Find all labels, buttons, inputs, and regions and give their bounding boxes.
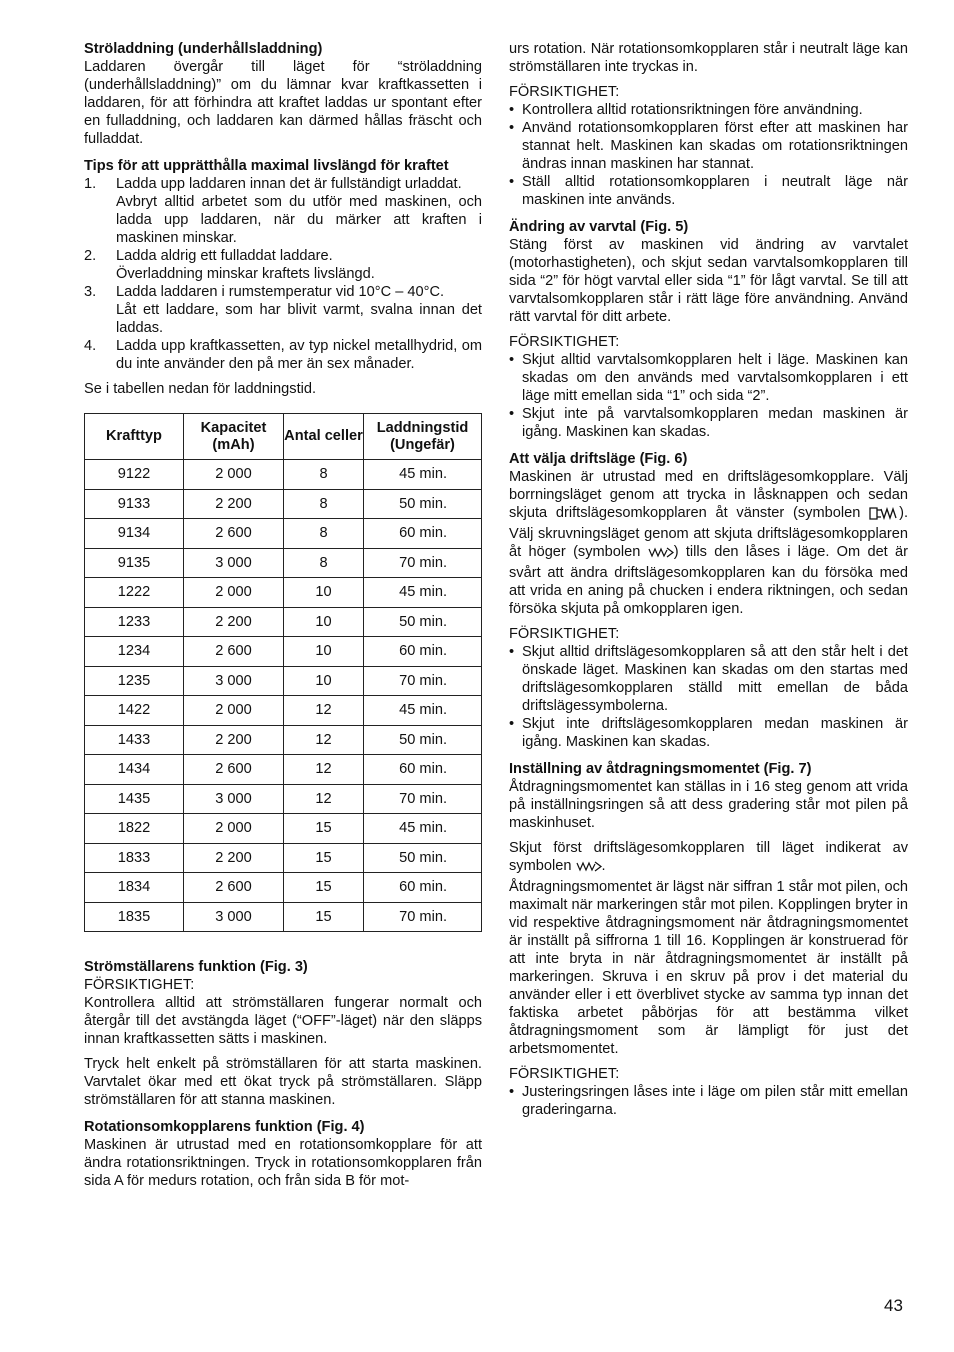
table-cell: 50 min. — [364, 843, 482, 873]
caution-list — [509, 101, 908, 209]
table-cell: 1434 — [85, 755, 184, 785]
table-cell: 2 600 — [184, 755, 284, 785]
caution-list — [509, 643, 908, 751]
table-row — [85, 843, 482, 873]
table-cell: 1835 — [85, 902, 184, 932]
table-cell: 45 min. — [364, 696, 482, 726]
table-cell: 3 000 — [184, 784, 284, 814]
table-cell: 10 — [284, 637, 364, 667]
table-row — [85, 814, 482, 844]
switch-section — [84, 958, 482, 1109]
list-item: • Skjut inte på varvtalsomkopplaren medan maskinen är igång. Maskinen kan skadas. — [509, 405, 908, 441]
table-cell: 70 min. — [364, 784, 482, 814]
table-row — [85, 696, 482, 726]
table-cell: 2 600 — [184, 873, 284, 903]
section-title: Att välja driftsläge (Fig. 6) — [509, 451, 688, 467]
table-cell: 8 — [284, 519, 364, 549]
table-cell: 3 000 — [184, 902, 284, 932]
table-cell: 15 — [284, 873, 364, 903]
table-cell: 45 min. — [364, 814, 482, 844]
page-number: 43 — [884, 1296, 903, 1315]
table-row — [85, 519, 482, 549]
table-cell: 2 600 — [184, 637, 284, 667]
paragraph: urs rotation. När rotationsomkopplaren står i neutralt läge kan strömställaren inte tryckas in. — [509, 41, 908, 75]
list-item: 3. Ladda laddaren i rumstemperatur vid 10°C – 40°C. Låt ett laddare, som har blivit varmt, svalna innan det laddas. — [84, 284, 482, 336]
list-item: • Ställ alltid rotationsomkopplaren i neutralt läge när maskinen inte används. — [509, 173, 908, 209]
list-item: • Skjut inte driftslägesomkopplaren medan maskinen är igång. Maskinen kan skadas. — [509, 715, 908, 751]
section-title: Inställning av åtdragningsmomentet (Fig. 7) — [509, 761, 812, 777]
table-cell: 2 600 — [184, 519, 284, 549]
list-item: 1. Ladda upp laddaren innan det är fullständigt urladdat. Avbryt alltid arbetet som du utför med maskinen, och ladda upp laddaren, när du märker att kraften i maskinen minskar. — [84, 176, 482, 246]
table-cell: 10 — [284, 578, 364, 608]
reversing-switch-continued — [509, 40, 908, 209]
paragraph: Laddaren övergår till läget för “ströladdning (underhållsladdning)” om du lämnar kvar kraftkassetten i laddaren, för att förhindra att kraftet laddas ur spontant efter en fulladdning, och laddaren kan därmed hållas fräscht och fulladdat. — [84, 59, 482, 147]
charging-time-table — [84, 413, 482, 932]
tips-list — [84, 175, 482, 373]
list-item: • Kontrollera alltid rotationsriktningen före användning. — [509, 101, 908, 119]
table-cell: 2 200 — [184, 843, 284, 873]
table-cell: 2 200 — [184, 489, 284, 519]
table-cell: 70 min. — [364, 666, 482, 696]
table-cell: 2 200 — [184, 725, 284, 755]
table-cell: 70 min. — [364, 902, 482, 932]
table-cell: 9122 — [85, 460, 184, 490]
caution-label: FÖRSIKTIGHET: — [509, 1066, 620, 1082]
column-header: Laddningstid (Ungefär) — [364, 414, 482, 460]
table-cell: 1422 — [85, 696, 184, 726]
table-cell: 15 — [284, 814, 364, 844]
section-title: Ändring av varvtal (Fig. 5) — [509, 219, 689, 235]
section-title: Strömställarens funktion (Fig. 3) — [84, 959, 308, 975]
paragraph: Tryck helt enkelt på strömställaren för att starta maskinen. Varvtalet ökar med ett ökat tryck på strömställaren. Släpp strömställaren för att stanna maskinen. — [84, 1056, 482, 1108]
table-cell: 10 — [284, 666, 364, 696]
table-row — [85, 578, 482, 608]
action-mode-section — [509, 450, 908, 751]
column-header: Krafttyp — [85, 414, 184, 460]
table-cell: 9135 — [85, 548, 184, 578]
table-cell: 1234 — [85, 637, 184, 667]
torque-section — [509, 760, 908, 1119]
table-intro: Se i tabellen nedan för laddningstid. — [84, 381, 317, 397]
table-header-row — [85, 414, 482, 460]
section-title: Rotationsomkopplarens funktion (Fig. 4) — [84, 1119, 365, 1135]
left-column — [84, 40, 482, 1199]
table-cell: 1222 — [85, 578, 184, 608]
table-cell: 12 — [284, 725, 364, 755]
table-cell: 10 — [284, 607, 364, 637]
caution-label: FÖRSIKTIGHET: — [509, 626, 620, 642]
table-cell: 1233 — [85, 607, 184, 637]
caution-list — [509, 1083, 908, 1119]
table-cell: 2 000 — [184, 814, 284, 844]
table-cell: 15 — [284, 843, 364, 873]
caution-label: FÖRSIKTIGHET: — [509, 334, 620, 350]
table-cell: 2 000 — [184, 460, 284, 490]
table-row — [85, 666, 482, 696]
table-row — [85, 873, 482, 903]
table-cell: 8 — [284, 548, 364, 578]
table-cell: 70 min. — [364, 548, 482, 578]
table-row — [85, 460, 482, 490]
table-row — [85, 725, 482, 755]
table-cell: 1834 — [85, 873, 184, 903]
table-cell: 8 — [284, 489, 364, 519]
paragraph: Åtdragningsmomentet kan ställas in i 16 steg genom att vrida på inställningsringen så att dess gradering står mot pilen på maskinhuset. — [509, 779, 908, 831]
table-cell: 3 000 — [184, 666, 284, 696]
table-cell: 1822 — [85, 814, 184, 844]
caution-label: FÖRSIKTIGHET: — [84, 977, 195, 993]
column-header: Antal celler — [284, 414, 364, 460]
list-item: 2. Ladda aldrig ett fulladdat laddare. Överladdning minskar kraftets livslängd. — [84, 248, 375, 282]
table-cell: 60 min. — [364, 755, 482, 785]
table-cell: 2 000 — [184, 578, 284, 608]
table-cell: 9133 — [85, 489, 184, 519]
column-header: Kapacitet (mAh) — [184, 414, 284, 460]
section-title: Tips för att upprätthålla maximal livslängd för kraftet — [84, 158, 449, 174]
paragraph: Maskinen är utrustad med en driftslägesomkopplare. Välj borrningsläget genom att trycka in låsknappen och sedan skjuta driftslägesomkopplaren åt vänster (symbolen ). Välj skruvningsläget genom att skjuta driftslägesomkopplaren åt höger (symbolen ) tills den låses i läge. Om det är svårt att ändra driftslägesomkopplaren kan du försöka med att vrida en aning på chucken i endera riktningen, och sedan försöka skjuta på omkopplaren igen. — [509, 469, 909, 617]
table-row — [85, 489, 482, 519]
table-cell: 2 200 — [184, 607, 284, 637]
paragraph: Skjut först driftslägesomkopplaren till läget indikerat av symbolen . — [509, 839, 908, 878]
table-cell: 50 min. — [364, 489, 482, 519]
right-column — [509, 40, 908, 1128]
list-item: • Justeringsringen låses inte i läge om pilen står mitt emellan graderingarna. — [509, 1083, 908, 1119]
table-cell: 1433 — [85, 725, 184, 755]
table-row — [85, 637, 482, 667]
table-cell: 60 min. — [364, 519, 482, 549]
list-item: • Skjut alltid driftslägesomkopplaren så att den står helt i det önskade läget. Maskinen kan skadas om den startas med driftslägesomkopplaren ställd mitt emellan de båda driftslägessymbolerna. — [509, 643, 908, 715]
table-cell: 50 min. — [364, 725, 482, 755]
paragraph: Stäng först av maskinen vid ändring av varvtalet (motorhastigheten), och skjut sedan varvtalsomkopplaren till sida “2” för högt varvtal eller sida “1” för lågt varvtal. Se till att varvtalsomkopplaren står i rätt läge före användning. Använd rätt varvtal för ditt arbete. — [509, 237, 908, 325]
list-item: 4. Ladda upp kraftkassetten, av typ nickel metallhydrid, om du inte använder den på mer än sex månader. — [84, 338, 482, 372]
drill-mode-icon — [869, 507, 899, 525]
caution-list — [509, 351, 908, 441]
table-row — [85, 755, 482, 785]
reversing-switch-section — [84, 1118, 482, 1190]
table-cell: 60 min. — [364, 637, 482, 667]
table-cell: 50 min. — [364, 607, 482, 637]
paragraph: Åtdragningsmomentet är lägst när siffran 1 står mot pilen, och maximalt när markeringen står mot pilen. Kopplingen bryter in vid respektive åtdragningsmoment när åtdragningsmomentet är inställt på siffrorna 1 till 16. Kopplingen är konstruerad för att inte bryta in när åtdragningsmomentet är inställt på markeringen. Skruva i en skruv på prov i det material du använder eller i ett överblivet stycke av samma typ innan det faktiska arbetet påbörjas för att bestämma vilket åtdragningsmoment som är lämpligt för just det arbetsmomentet. — [509, 879, 908, 1057]
paragraph: Kontrollera alltid att strömställaren fungerar normalt och återgår till det avstängda läget (“OFF”-läget) när den släpps innan kraftkassetten sätts i maskinen. — [84, 995, 482, 1047]
speed-change-section — [509, 218, 908, 441]
table-cell: 12 — [284, 755, 364, 785]
table-cell: 3 000 — [184, 548, 284, 578]
table-cell: 12 — [284, 696, 364, 726]
list-item: • Använd rotationsomkopplaren först efter att maskinen har stannat helt. Maskinen kan skadas om rotationsriktningen ändras innan maskinen har stannat. — [509, 119, 908, 173]
table-cell: 45 min. — [364, 578, 482, 608]
table-cell: 1833 — [85, 843, 184, 873]
battery-tips-section — [84, 157, 482, 398]
table-cell: 45 min. — [364, 460, 482, 490]
trickle-charge-section — [84, 40, 482, 148]
screw-mode-icon — [648, 546, 674, 564]
list-item: • Skjut alltid varvtalsomkopplaren helt i läge. Maskinen kan skadas om den används med varvtalsomkopplaren i ett läge mitt emellan sida “1” och sida “2”. — [509, 351, 908, 405]
table-row — [85, 902, 482, 932]
table-cell: 15 — [284, 902, 364, 932]
table-cell: 60 min. — [364, 873, 482, 903]
caution-label: FÖRSIKTIGHET: — [509, 84, 620, 100]
table-row — [85, 784, 482, 814]
table-cell: 2 000 — [184, 696, 284, 726]
table-cell: 8 — [284, 460, 364, 490]
table-cell: 9134 — [85, 519, 184, 549]
table-body — [85, 460, 482, 932]
table-cell: 1235 — [85, 666, 184, 696]
table-row — [85, 607, 482, 637]
screw-mode-icon — [576, 860, 602, 878]
table-cell: 1435 — [85, 784, 184, 814]
paragraph: Maskinen är utrustad med en rotationsomkopplare för att ändra rotationsriktningen. Tryck in rotationsomkopplaren från sida A för medurs rotation, och från sida B för mot- — [84, 1137, 482, 1189]
section-title: Ströladdning (underhållsladdning) — [84, 41, 323, 57]
table-row — [85, 548, 482, 578]
table-cell: 12 — [284, 784, 364, 814]
